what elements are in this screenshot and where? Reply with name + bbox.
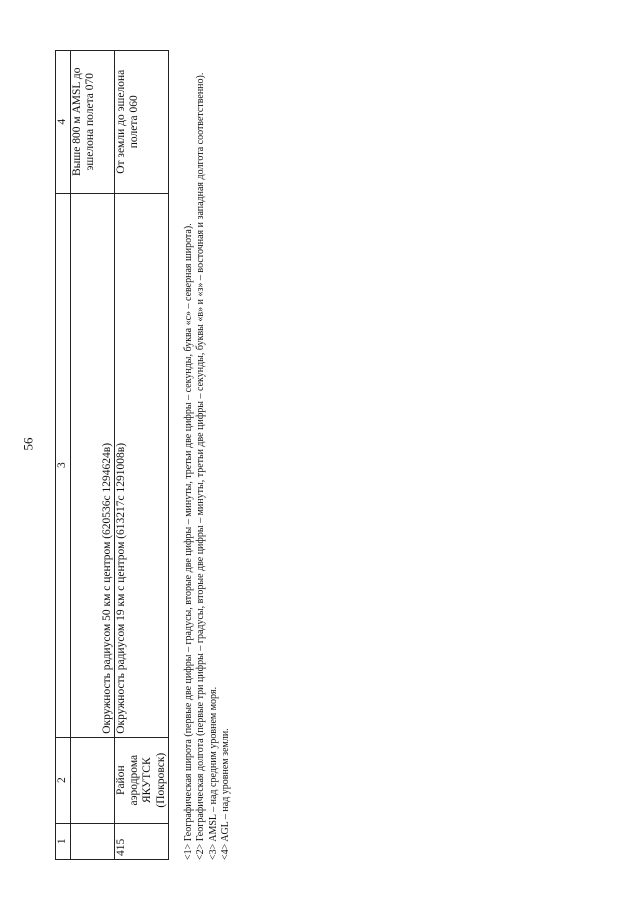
- row-description: Окружность радиусом 19 км с центром (613217с 1291008в): [115, 193, 169, 737]
- footnote: <2> Географическая долгота (первые три цифры – градусы, вторые две цифры – минуты, третьи две цифры – секунды, буквы «в» и «з» – восточная и западная долгота соответственно).: [195, 72, 207, 860]
- header-col-1: 1: [56, 823, 71, 859]
- rotated-content: [55, 50, 455, 860]
- footnote: <1> Географическая широта (первые две цифры – градусы, вторые две цифры – минуты, третьи две цифры – секунды, буква «с» – северная широта).: [182, 223, 194, 860]
- row-place: Район аэродрома ЯКУТСК (Покровск): [115, 737, 169, 823]
- airspace-table: [55, 50, 169, 860]
- footnote: <3> AMSL – над средним уровнем моря.: [207, 686, 219, 860]
- header-col-2: 2: [56, 737, 71, 823]
- header-col-3: 3: [56, 193, 71, 737]
- row-place: [71, 737, 115, 823]
- footnote: <4> AGL – над уровнем земли.: [220, 728, 232, 860]
- footnotes: [183, 50, 233, 860]
- row-description: Окружность радиусом 50 км с центром (620536с 1294624в): [71, 193, 115, 737]
- row-altitude: От земли до эшелона полета 060: [115, 51, 169, 194]
- row-number: [71, 823, 115, 859]
- table-row: [71, 51, 115, 860]
- page-number: 56: [20, 437, 36, 451]
- row-number: 415: [115, 823, 169, 859]
- table-header-row: [56, 51, 71, 860]
- header-col-4: 4: [56, 51, 71, 194]
- table-row: [115, 51, 169, 860]
- row-altitude: Выше 800 м AMSL до эшелона полета 070: [71, 51, 115, 194]
